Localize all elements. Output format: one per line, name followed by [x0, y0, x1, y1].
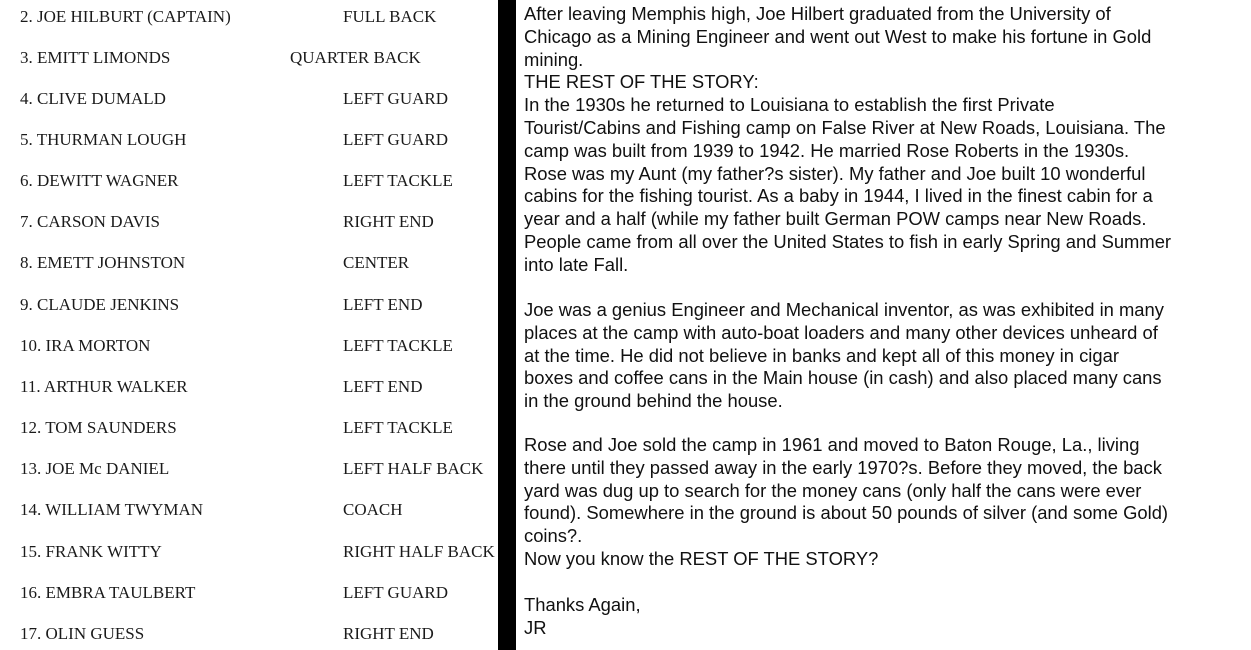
player-name: 6. DEWITT WAGNER — [20, 171, 179, 190]
text-line: In the 1930s he returned to Louisiana to establish the first Private — [524, 94, 1055, 116]
player-name: 17. OLIN GUESS — [20, 624, 145, 643]
roster-row — [0, 500, 498, 524]
text-line: THE REST OF THE STORY: — [524, 71, 759, 93]
text-line: coins?. — [524, 525, 583, 547]
player-position: RIGHT HALF BACK — [343, 542, 495, 561]
letter-paragraph — [524, 434, 1249, 571]
letter-text — [516, 0, 1251, 650]
roster-row — [0, 583, 498, 607]
roster-row — [0, 7, 498, 31]
text-line: Rose was my Aunt (my father?s sister). My father and Joe built 10 wonderful — [524, 162, 1146, 184]
text-line: year and a half (while my father built German POW camps near New Roads. — [524, 208, 1147, 230]
player-position: LEFT TACKLE — [343, 171, 453, 190]
player-name: 2. JOE HILBURT (CAPTAIN) — [20, 7, 231, 26]
player-position: CENTER — [343, 253, 410, 272]
player-name: 7. CARSON DAVIS — [20, 212, 160, 231]
roster-row — [0, 459, 498, 483]
roster-row — [0, 418, 498, 442]
text-line: cabins for the fishing tourist. As a baby in 1944, I lived in the finest cabin for a — [524, 185, 1153, 207]
player-position: RIGHT END — [343, 212, 434, 231]
player-name: 10. IRA MORTON — [20, 336, 151, 355]
text-line: Joe was a genius Engineer and Mechanical inventor, as was exhibited in many — [524, 299, 1164, 320]
player-name: 9. CLAUDE JENKINS — [20, 295, 180, 314]
roster-row — [0, 624, 498, 648]
player-name: 12. TOM SAUNDERS — [20, 418, 177, 437]
text-line: boxes and coffee cans in the Main house (in cash) and also placed many cans — [524, 367, 1162, 389]
roster-row — [0, 295, 498, 319]
text-line: Thanks Again, — [524, 594, 641, 615]
text-line: yard was dug up to search for the money cans (only half the cans were ever — [524, 479, 1142, 501]
text-line: there until they passed away in the early 1970?s. Before they moved, the back — [524, 456, 1162, 478]
player-position: LEFT GUARD — [343, 130, 448, 149]
player-position: LEFT END — [343, 295, 423, 314]
text-line: in the ground behind the house. — [524, 390, 783, 412]
player-name: 14. WILLIAM TWYMAN — [20, 500, 204, 519]
player-name: 11. ARTHUR WALKER — [20, 377, 188, 396]
text-line: at the time. He did not believe in banks and kept all of this money in cigar — [524, 344, 1119, 366]
player-name: 5. THURMAN LOUGH — [20, 130, 187, 149]
text-line: camp was built from 1939 to 1942. He married Rose Roberts in the 1930s. — [524, 139, 1130, 161]
letter-paragraph — [524, 3, 1249, 277]
player-position: LEFT HALF BACK — [343, 459, 484, 478]
player-position: LEFT TACKLE — [343, 336, 453, 355]
text-line: Tourist/Cabins and Fishing camp on False River at New Roads, Louisiana. The — [524, 116, 1166, 138]
player-position: LEFT GUARD — [343, 583, 448, 602]
roster-row — [0, 253, 498, 277]
player-position: LEFT TACKLE — [343, 418, 453, 437]
letter-signoff — [524, 594, 1249, 640]
text-line: into late Fall. — [524, 253, 629, 275]
panel-divider — [498, 0, 516, 650]
player-name: 3. EMITT LIMONDS — [20, 48, 171, 67]
text-line: Rose and Joe sold the camp in 1961 and moved to Baton Rouge, La., living — [524, 434, 1140, 455]
player-name: 8. EMETT JOHNSTON — [20, 253, 186, 272]
roster-row — [0, 542, 498, 566]
text-line: Chicago as a Mining Engineer and went out West to make his fortune in Gold — [524, 25, 1152, 47]
player-name: 13. JOE Mc DANIEL — [20, 459, 170, 478]
player-position: LEFT END — [343, 377, 423, 396]
team-roster-list — [0, 0, 498, 650]
roster-row — [0, 130, 498, 154]
roster-row — [0, 377, 498, 401]
player-position: COACH — [343, 500, 403, 519]
text-line: places at the camp with auto-boat loaders and many other devices unheard of — [524, 321, 1158, 343]
roster-row — [0, 89, 498, 113]
text-line: found). Somewhere in the ground is about 50 pounds of silver (and some Gold) — [524, 502, 1169, 524]
signature-initials: JR — [524, 616, 547, 638]
player-name: 15. FRANK WITTY — [20, 542, 162, 561]
player-position: FULL BACK — [343, 7, 437, 26]
player-name: 4. CLIVE DUMALD — [20, 89, 166, 108]
roster-row — [0, 48, 498, 72]
player-position: RIGHT END — [343, 624, 434, 643]
roster-row — [0, 171, 498, 195]
text-line: Now you know the REST OF THE STORY? — [524, 547, 879, 569]
text-line: After leaving Memphis high, Joe Hilbert graduated from the University of — [524, 3, 1111, 24]
roster-row — [0, 336, 498, 360]
text-line: mining. — [524, 48, 584, 70]
roster-row — [0, 212, 498, 236]
player-name: 16. EMBRA TAULBERT — [20, 583, 196, 602]
player-position: LEFT GUARD — [343, 89, 448, 108]
letter-paragraph — [524, 299, 1249, 413]
player-position: QUARTER BACK — [290, 48, 421, 67]
text-line: People came from all over the United States to fish in early Spring and Summer — [524, 230, 1172, 252]
